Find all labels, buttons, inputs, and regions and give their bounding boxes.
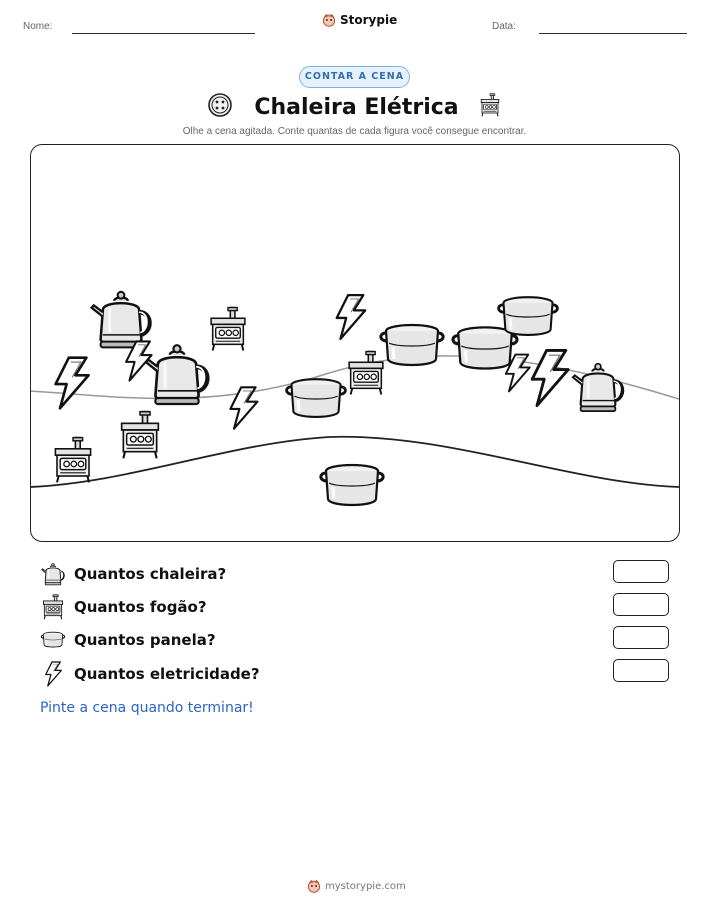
date-line[interactable] <box>539 33 687 34</box>
scene-pot <box>287 379 346 417</box>
scene-stove <box>55 438 90 483</box>
question-text: Quantos fogão? <box>74 598 207 616</box>
scene-stove <box>211 308 245 351</box>
button-icon <box>207 92 233 118</box>
scene-kettle <box>92 292 150 348</box>
date-label: Data: <box>492 21 516 32</box>
question-kettle <box>40 561 226 587</box>
question-text: Quantos panela? <box>74 631 216 649</box>
site-footer <box>307 879 406 893</box>
scene-kettle <box>573 364 622 411</box>
scene-bolt <box>532 350 568 405</box>
answer-box-pot[interactable] <box>613 626 669 649</box>
scene-pot <box>499 297 558 335</box>
scene-bolt <box>56 358 89 409</box>
question-text: Quantos chaleira? <box>74 565 227 583</box>
question-lightning <box>40 661 260 687</box>
brand-logo <box>322 13 397 27</box>
lightning-icon <box>40 661 66 687</box>
question-stove <box>40 594 207 620</box>
counting-scene[interactable] <box>30 144 680 542</box>
scene-stove <box>122 412 159 459</box>
scene-stove <box>349 352 383 395</box>
brand-name: Storypie <box>340 13 398 27</box>
storypie-mascot-icon <box>322 13 336 27</box>
answer-box-kettle[interactable] <box>613 560 669 583</box>
activity-badge: CONTAR A CENA <box>299 66 410 88</box>
pot-icon <box>40 628 66 652</box>
kettle-icon <box>40 561 66 587</box>
answer-box-lightning[interactable] <box>613 659 669 682</box>
site-url[interactable]: mystorypie.com <box>325 880 406 892</box>
scene-illustration <box>30 144 679 541</box>
answer-box-stove[interactable] <box>613 593 669 616</box>
storypie-mascot-icon <box>307 879 321 893</box>
coloring-instruction: Pinte a cena quando terminar! <box>40 700 254 716</box>
question-pot <box>40 628 216 652</box>
scene-kettle <box>146 345 207 404</box>
scene-pot <box>453 327 517 368</box>
stove-icon <box>40 594 66 620</box>
scene-bolt <box>230 387 257 428</box>
page-title: Chaleira Elétrica <box>254 95 459 120</box>
question-text: Quantos eletricidade? <box>74 665 260 683</box>
name-line[interactable] <box>72 33 255 34</box>
instructions: Olhe a cena agitada. Conte quantas de cada figura você consegue encontrar. <box>182 126 527 137</box>
name-label: Nome: <box>23 21 53 32</box>
stove-icon <box>478 92 502 118</box>
scene-pot <box>381 325 443 365</box>
scene-pot <box>321 465 383 505</box>
scene-bolt <box>337 295 366 339</box>
title-row <box>0 92 709 120</box>
